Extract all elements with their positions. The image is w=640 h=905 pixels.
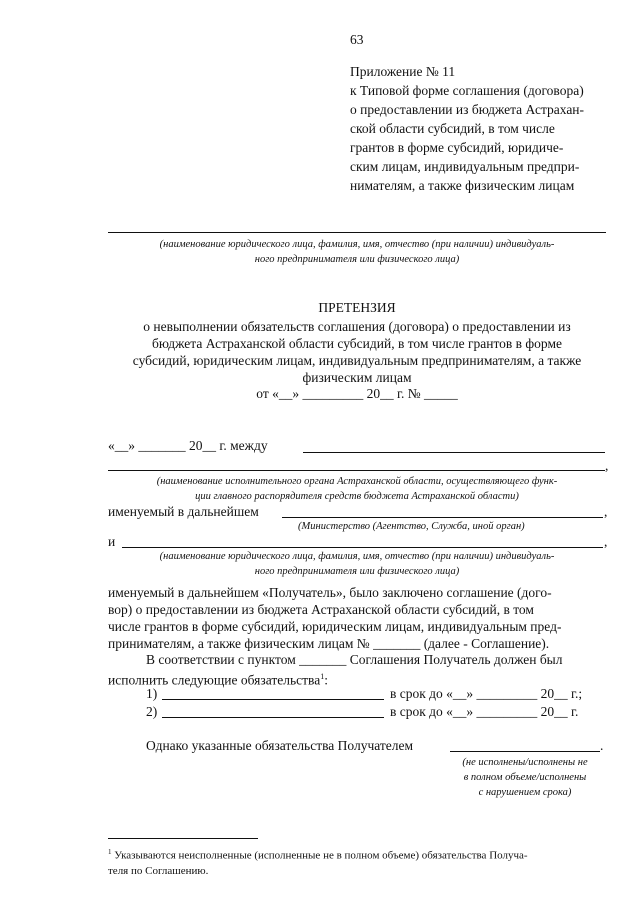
footnote-mark: 1 (108, 848, 112, 856)
authority-caption: (наименование исполнительного органа Астраханской области, осуществляющего функ- ции главного распорядителя средств бюджета Астраханской области) (156, 476, 558, 502)
appendix-title: Приложение № 11 (350, 64, 456, 79)
footnote: $^1$ Указываются неисполненные (исполненные не в полном объеме) обязательства Получа- теля по Соглашению. (108, 848, 528, 877)
hereinafter-label: именуемый в дальнейшем (108, 504, 259, 519)
party-line (122, 547, 603, 548)
claim-subtitle: о невыполнении обязательств соглашения (договора) о предоставлении из бюджета Астраханской области субсидий, в том числе грантов в форме субсидий, юридическим лицам, индивидуальным предпринимателям, а также физическим лицам (132, 319, 582, 385)
obligation-1-term: в срок до «__» _________ 20__ г.; (390, 686, 583, 701)
claim-title: ПРЕТЕНЗИЯ (318, 300, 396, 315)
ministry-caption: (Министерство (Агентство, Служба, иной орган) (298, 521, 525, 532)
date-between: «__» _______ 20__ г. между (108, 438, 268, 453)
party-caption: (наименование юридического лица, фамилия, имя, отчество (при наличии) индивидуаль- ного предпринимателя или физического лица) (159, 551, 555, 577)
authority-line-1 (303, 452, 605, 453)
obligation-2-number: 2) (146, 704, 158, 719)
accordance-line-2: исполнить следующие обязательства$^1$: (108, 672, 328, 688)
however-line: Однако указанные обязательства Получателем (146, 738, 414, 753)
appendix-line: ским лицам, индивидуальным предпри- (350, 159, 580, 174)
footnote-ref: 1 (320, 672, 325, 681)
authority-line-2 (108, 470, 605, 471)
appendix-block (350, 62, 612, 195)
appendix-line: о предоставлении из бюджета Астрахан- (350, 102, 585, 117)
and-label: и (108, 534, 116, 549)
appendix-line: к Типовой форме соглашения (договора) (350, 83, 584, 98)
ministry-line (282, 517, 603, 518)
page-number: 63 (350, 32, 364, 47)
claim-date-line: от «__» _________ 20__ г. № _____ (256, 386, 458, 401)
recipient-line (108, 232, 606, 233)
obligation-1-line (162, 699, 384, 700)
appendix-line: нимателям, а также физическим лицам (350, 178, 575, 193)
obligation-1-number: 1) (146, 686, 158, 701)
recipient-caption: (наименование юридического лица, фамилия, имя, отчество (при наличии) индивидуаль- ного предпринимателя или физического лица) (159, 239, 555, 265)
appendix-line: ской области субсидий, в том числе (350, 121, 555, 136)
status-line (450, 751, 600, 752)
agreement-paragraph: именуемый в дальнейшем «Получатель», было заключено соглашение (дого- вор) о предоставлении из бюджета Астраханской области субсидий, в том числе грантов в форме субсидий, юридическим лицам, индивидуальным пред- принимателям, а также физическим лицам № _______ (далее - Соглашение). (108, 585, 562, 651)
obligation-2-term: в срок до «__» _________ 20__ г. (390, 704, 579, 719)
appendix-line: грантов в форме субсидий, юридиче- (350, 140, 564, 155)
footnote-separator (108, 838, 258, 839)
accordance-line: В соответствии с пунктом _______ Соглашения Получатель должен был (146, 652, 563, 667)
status-caption: (не исполнены/исполнены не в полном объеме/исполнены с нарушением срока) (462, 757, 588, 798)
obligation-2-line (162, 717, 384, 718)
